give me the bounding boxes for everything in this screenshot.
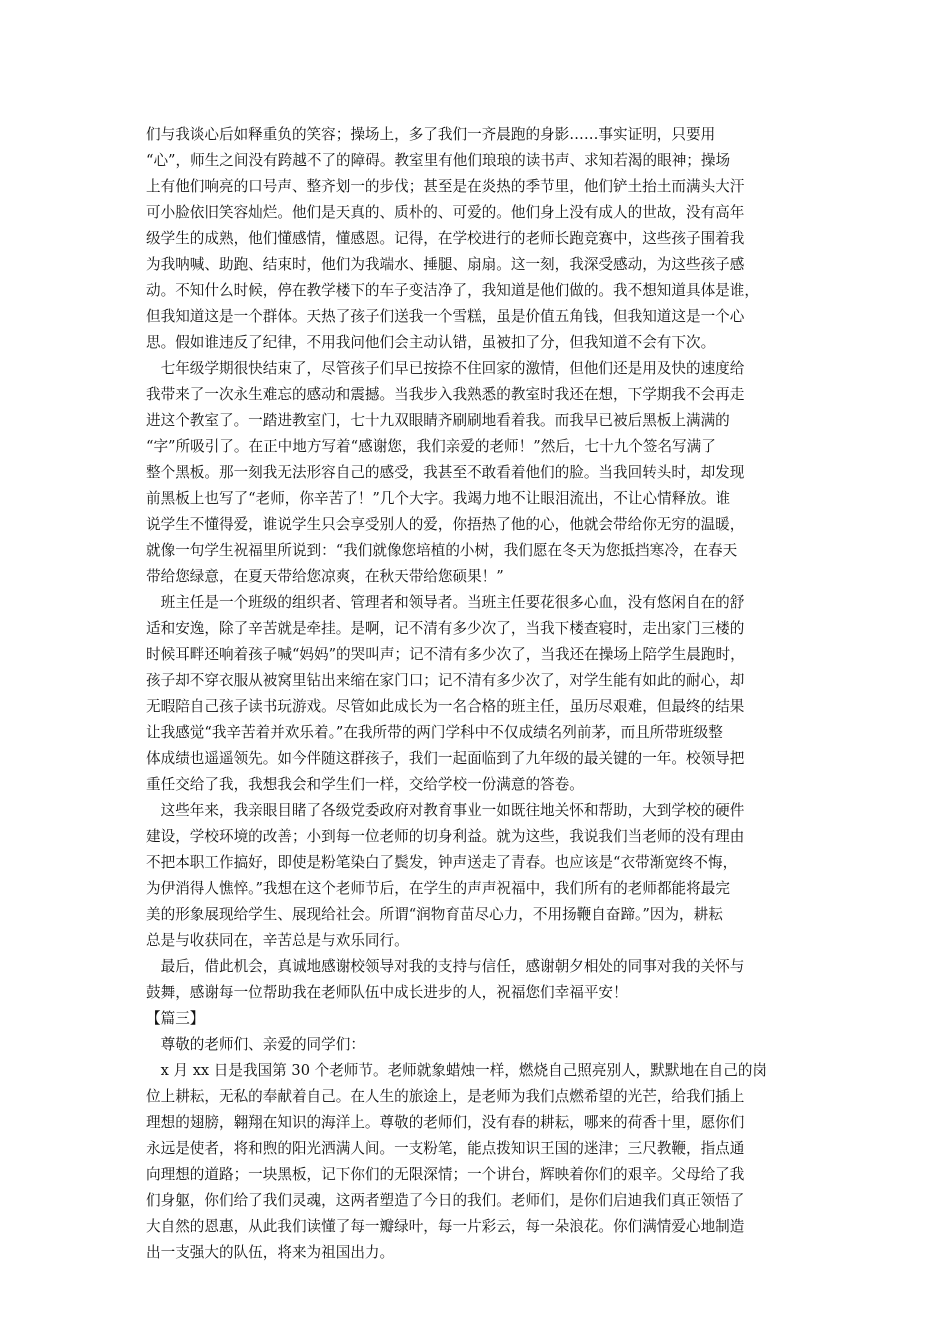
text-line: 七年级学期很快结束了，尽管孩子们早已按捺不住回家的激情，但他们还是用及快的速度给 bbox=[146, 360, 745, 377]
text-line: 理想的翅膀，翱翔在知识的海洋上。尊敬的老师们，没有春的耕耘，哪来的荷香十里，愿你们 bbox=[146, 1114, 745, 1131]
text-line: 整个黑板。那一刻我无法形容自己的感受，我甚至不敢看着他们的脸。当我回转头时，却发现 bbox=[146, 464, 745, 481]
text-line: x 月 xx 日是我国第 30 个老师节。老师就象蜡烛一样，燃烧自己照亮别人，默默地在自己的岗 bbox=[146, 1062, 768, 1079]
text-line: 为伊消得人憔悴。”我想在这个老师节后，在学生的声声祝福中，我们所有的老师都能将最完 bbox=[146, 880, 730, 897]
text-line: 不把本职工作搞好，即使是粉笔染白了鬓发，钟声送走了青春。也应该是“衣带渐宽终不悔， bbox=[146, 854, 738, 871]
text-line: 动。不知什么时候，停在教学楼下的车子变洁净了，我知道是他们做的。我不想知道具体是谁， bbox=[146, 282, 759, 299]
text-line: 思。假如谁违反了纪律，不用我问他们会主动认错，虽被扣了分，但我知道不会有下次。 bbox=[146, 334, 716, 351]
text-line: 上有他们响亮的口号声、整齐划一的步伐；甚至是在炎热的季节里，他们铲土抬土而满头大汗 bbox=[146, 178, 745, 195]
text-line: 总是与收获同在，辛苦总是与欢乐同行。 bbox=[146, 932, 409, 949]
text-line: 就像一句学生祝福里所说到：“我们就像您培植的小树，我们愿在冬天为您抵挡寒冷，在春天 bbox=[146, 542, 738, 559]
text-line: 进这个教室了。一踏进教室门，七十九双眼睛齐刷刷地看着我。而我早已被后黑板上满满的 bbox=[146, 412, 730, 429]
text-line: 班主任是一个班级的组织者、管理者和领导者。当班主任要花很多心血，没有悠闲自在的舒 bbox=[146, 594, 745, 611]
text-line: 无暇陪自己孩子读书玩游戏。尽管如此成长为一名合格的班主任，虽历尽艰难，但最终的结果 bbox=[146, 698, 745, 715]
text-line: 美的形象展现给学生、展现给社会。所谓“润物育苗尽心力，不用扬鞭自奋蹄。”因为，耕耘 bbox=[146, 906, 723, 923]
text-line: “心”，师生之间没有跨越不了的障碍。教室里有他们琅琅的读书声、求知若渴的眼神；操场 bbox=[146, 152, 731, 169]
document-body bbox=[146, 122, 806, 1266]
text-line: 说学生不懂得爱，谁说学生只会享受别人的爱，你捂热了他的心，他就会带给你无穷的温暖， bbox=[146, 516, 745, 533]
text-line: 让我感觉“我辛苦着并欢乐着。”在我所带的两门学科中不仅成绩名列前茅，而且所带班级整 bbox=[146, 724, 723, 741]
text-line: 永远是使者，将和煦的阳光洒满人间。一支粉笔，能点拨知识王国的迷津；三尺教鞭，指点通 bbox=[146, 1140, 745, 1157]
text-line: “字”所吸引了。在正中地方写着“感谢您，我们亲爱的老师！”然后，七十九个签名写满了 bbox=[146, 438, 716, 455]
text-line: 孩子却不穿衣服从被窝里钻出来缩在家门口；记不清有多少次了，对学生能有如此的耐心，却 bbox=[146, 672, 745, 689]
text-line: 【篇三】 bbox=[146, 1010, 205, 1027]
text-line: 适和安逸，除了辛苦就是牵挂。是啊，记不清有多少次了，当我下楼查寝时，走出家门三楼的 bbox=[146, 620, 745, 637]
text-line: 这些年来，我亲眼目睹了各级党委政府对教育事业一如既往地关怀和帮助，大到学校的硬件 bbox=[146, 802, 745, 819]
text-line: 们身躯，你们给了我们灵魂，这两者塑造了今日的我们。老师们，是你们启迪我们真正领悟了 bbox=[146, 1192, 745, 1209]
text-line: 可小脸依旧笑容灿烂。他们是天真的、质朴的、可爱的。他们身上没有成人的世故，没有高年 bbox=[146, 204, 745, 221]
text-line: 尊敬的老师们、亲爱的同学们： bbox=[146, 1036, 365, 1053]
text-line: 建设，学校环境的改善；小到每一位老师的切身利益。就为这些，我说我们当老师的没有理由 bbox=[146, 828, 745, 845]
text-line: 鼓舞，感谢每一位帮助我在老师队伍中成长进步的人，祝福您们幸福平安！ bbox=[146, 984, 628, 1001]
text-line: 我带来了一次永生难忘的感动和震撼。当我步入我熟悉的教室时我还在想，下学期我不会再走 bbox=[146, 386, 745, 403]
text-line: 最后，借此机会，真诚地感谢校领导对我的支持与信任，感谢朝夕相处的同事对我的关怀与 bbox=[146, 958, 745, 975]
text-line: 为我呐喊、助跑、结束时，他们为我端水、捶腿、扇扇。这一刻，我深受感动，为这些孩子感 bbox=[146, 256, 745, 273]
text-line: 但我知道这是一个群体。天热了孩子们送我一个雪糕，虽是价值五角钱，但我知道这是一个心 bbox=[146, 308, 745, 325]
text-line: 体成绩也遥遥领先。如今伴随这群孩子，我们一起面临到了九年级的最关键的一年。校领导把 bbox=[146, 750, 745, 767]
text-line: 们与我谈心后如释重负的笑容；操场上，多了我们一齐晨跑的身影……事实证明，只要用 bbox=[146, 126, 716, 143]
text-line: 带给您绿意，在夏天带给您凉爽，在秋天带给您硕果！” bbox=[146, 568, 504, 585]
text-line: 出一支强大的队伍，将来为祖国出力。 bbox=[146, 1244, 395, 1261]
text-line: 时候耳畔还响着孩子喊“妈妈”的哭叫声；记不清有多少次了，当我还在操场上陪学生晨跑时， bbox=[146, 646, 745, 663]
text-line: 级学生的成熟，他们懂感情，懂感恩。记得，在学校进行的老师长跑竞赛中，这些孩子围着我 bbox=[146, 230, 745, 247]
text-line: 大自然的恩惠，从此我们读懂了每一瓣绿叶，每一片彩云，每一朵浪花。你们满情爱心地制造 bbox=[146, 1218, 745, 1235]
text-line: 向理想的道路；一块黑板，记下你们的无限深情；一个讲台，辉映着你们的艰辛。父母给了我 bbox=[146, 1166, 745, 1183]
text-line: 位上耕耘，无私的奉献着自己。在人生的旅途上，是老师为我们点燃希望的光芒，给我们插上 bbox=[146, 1088, 745, 1105]
text-line: 重任交给了我，我想我会和学生们一样，交给学校一份满意的答卷。 bbox=[146, 776, 584, 793]
text-line: 前黑板上也写了“老师，你辛苦了！”几个大字。我竭力地不让眼泪流出，不让心情释放。谁 bbox=[146, 490, 731, 507]
